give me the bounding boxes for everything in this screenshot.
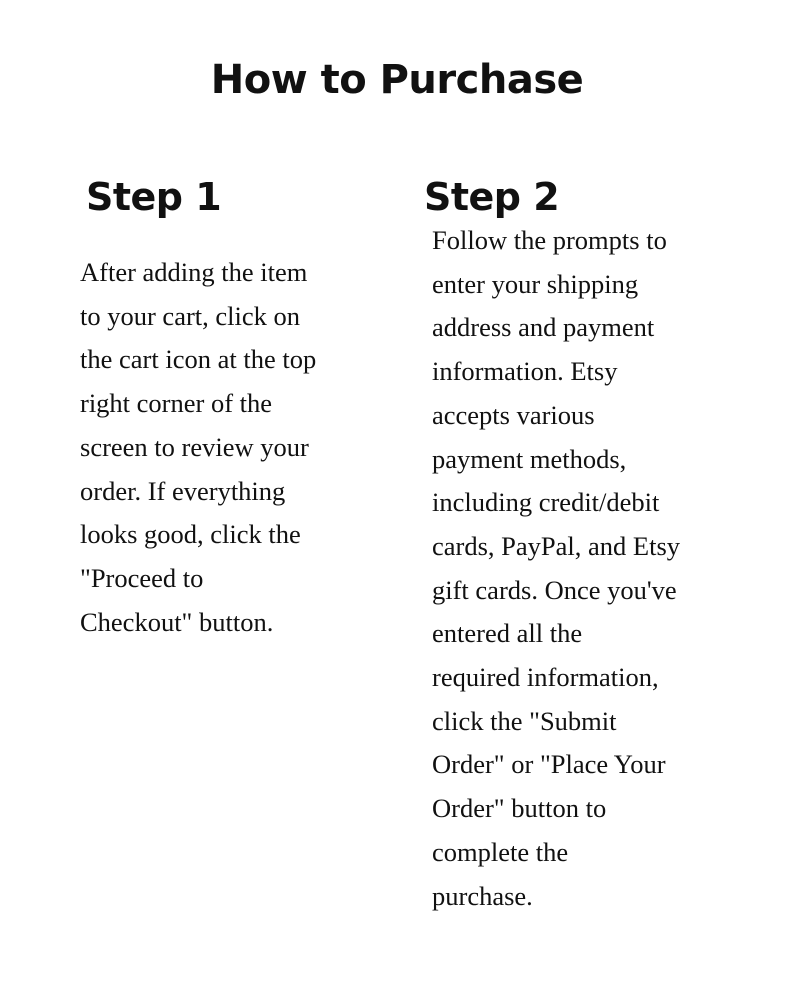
step-2-heading: Step 2 (424, 175, 560, 219)
page-title: How to Purchase (210, 57, 584, 103)
step-2-line: entered all the (432, 618, 583, 649)
step-2-line: Order" button to (432, 793, 607, 824)
step-1-line: order. If everything (80, 475, 286, 506)
step-2-line: gift cards. Once you've (432, 574, 677, 605)
step-1-line: right corner of the (80, 388, 273, 419)
step-1-line: to your cart, click on (80, 300, 301, 331)
step-2-line: complete the (432, 836, 569, 867)
step-2-line: payment methods, (432, 443, 627, 474)
step-2-line: Order" or "Place Your (432, 749, 666, 780)
step-1-line: looks good, click the (80, 519, 301, 550)
step-1-heading: Step 1 (86, 175, 222, 219)
step-1-line: "Proceed to (80, 562, 204, 593)
step-2-line: address and payment (432, 312, 655, 343)
step-2-line: including credit/debit (432, 487, 660, 518)
step-2-line: click the "Submit (432, 705, 617, 736)
step-2-line: accepts various (432, 399, 595, 430)
step-1-line: the cart icon at the top (80, 344, 317, 375)
step-1-line: After adding the item (80, 257, 308, 287)
step-1-line: Checkout" button. (80, 606, 274, 637)
step-2-line: enter your shipping (432, 268, 639, 299)
step-2-line: cards, PayPal, and Etsy (432, 530, 681, 561)
step-1-line: screen to review your (80, 431, 309, 462)
step-2-line: purchase. (432, 880, 533, 911)
step-2-line: information. Etsy (432, 356, 618, 387)
step-2-line: required information, (432, 662, 659, 693)
step-2-line: Follow the prompts to (432, 225, 667, 255)
step-2-instructions (432, 219, 680, 918)
step-1-instructions (80, 251, 316, 644)
